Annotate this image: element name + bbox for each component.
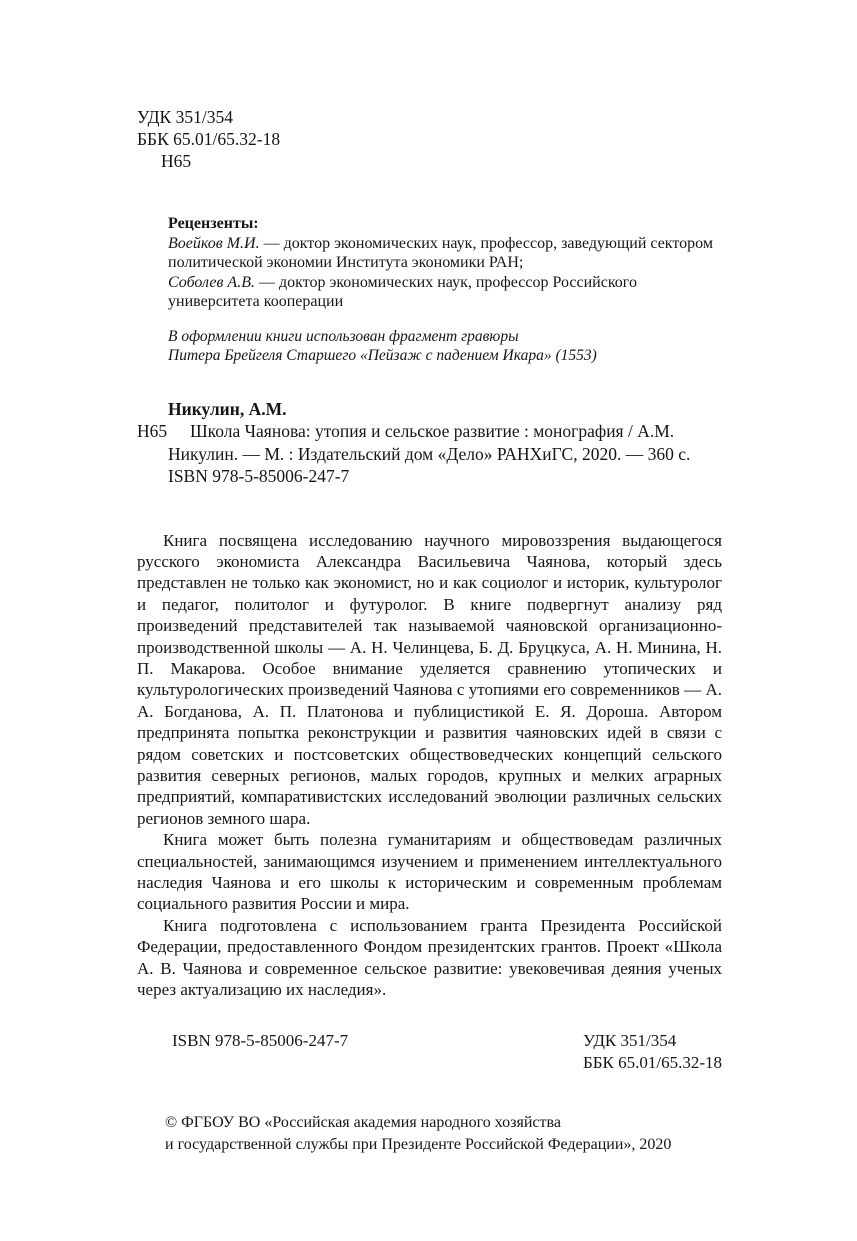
copyright-notice: [165, 1112, 722, 1155]
author-sign-code: Н65: [137, 421, 168, 441]
imprint-row: [137, 1030, 722, 1074]
udc-code-bottom: УДК 351/354: [583, 1031, 677, 1051]
design-note: [168, 327, 722, 366]
catalog-entry-body: [137, 420, 722, 488]
catalog-isbn: ISBN 978-5-85006-247-7: [168, 466, 350, 486]
imprint-isbn: ISBN 978-5-85006-247-7: [172, 1031, 349, 1051]
author-sign-code-top: Н65: [161, 151, 192, 171]
annotation-paragraph: Книга может быть полезна гуманитариям и обществоведам различных специальностей, занимающимся изучением и применением интеллектуального наследия Чаянова и его школы к историческим и современным проблемам социального развития России и мира.: [137, 830, 722, 914]
copyright-line: и государственной службы при Президенте Российской Федерации», 2020: [165, 1135, 672, 1153]
annotation-paragraph: Книга подготовлена с использованием гранта Президента Российской Федерации, предоставленного Фондом президентских грантов. Проект «Школа А. В. Чаянова и современное сельское развитие: увековечивая деяния ученых через актуализацию их наследия».: [137, 915, 722, 1000]
catalog-entry: [137, 398, 722, 488]
reviewers-heading: Рецензенты:: [168, 215, 259, 232]
annotation-paragraph: Книга посвящена исследованию научного мировоззрения выдающегося русского экономиста Александра Васильевича Чаянова, который здесь представлен не только как экономист, но и как социолог и историк, культуролог и педагог, политолог и футуролог. В книге подвергнут анализу ряд произведений представителей так называемой чаяновской организационно-производственной школы — А. Н. Челинцева, Б. Д. Бруцкуса, А. Н. Минина, Н. П. Макарова. Особое внимание уделяется сравнению утопических и культурологических произведений Чаянова с утопиями его современников — А. А. Богданова, А. П. Платонова и публицистикой Е. Я. Дороша. Автором предпринята попытка реконструкции и развития чаяновских идей в связи с рядом советских и постсоветских обществоведческих концепций сельского развития северных регионов, малых городов, крупных и мелких аграрных предприятий, компаративистских исследований эволюции различных сельских регионов земного шара.: [137, 530, 722, 828]
reviewer-credentials: — доктор экономических наук, профессор Российского университета кооперации: [168, 273, 637, 310]
reviewers-block: [168, 214, 722, 312]
design-note-line: Питера Брейгеля Старшего «Пейзаж с падением Икара» (1553): [168, 347, 597, 364]
copyright-line: © ФГБОУ ВО «Российская академия народного хозяйства: [165, 1114, 561, 1132]
annotation-block: [137, 530, 722, 1001]
reviewer-name: Воейков М.И.: [168, 234, 260, 252]
top-catalog-codes: [137, 106, 722, 172]
catalog-author: Никулин, А.М.: [168, 398, 287, 419]
udc-code-top: УДК 351/354: [137, 107, 233, 127]
reviewer-item: [168, 234, 722, 273]
reviewer-item: [168, 273, 722, 312]
reviewer-credentials: — доктор экономических наук, профессор, заведующий сектором политической экономии Института экономики РАН;: [168, 234, 713, 271]
bbk-code-bottom: ББК 65.01/65.32-18: [583, 1053, 722, 1073]
bbk-code-top: ББК 65.01/65.32-18: [137, 129, 281, 149]
reviewer-name: Соболев А.В.: [168, 273, 255, 291]
imprint-codes: [583, 1030, 722, 1074]
catalog-description: Школа Чаянова: утопия и сельское развитие : монография / А.М. Никулин. — М. : Издательский дом «Дело» РАНХиГС, 2020. — 360 с.: [168, 421, 691, 464]
design-note-line: В оформлении книги использован фрагмент гравюры: [168, 327, 519, 345]
